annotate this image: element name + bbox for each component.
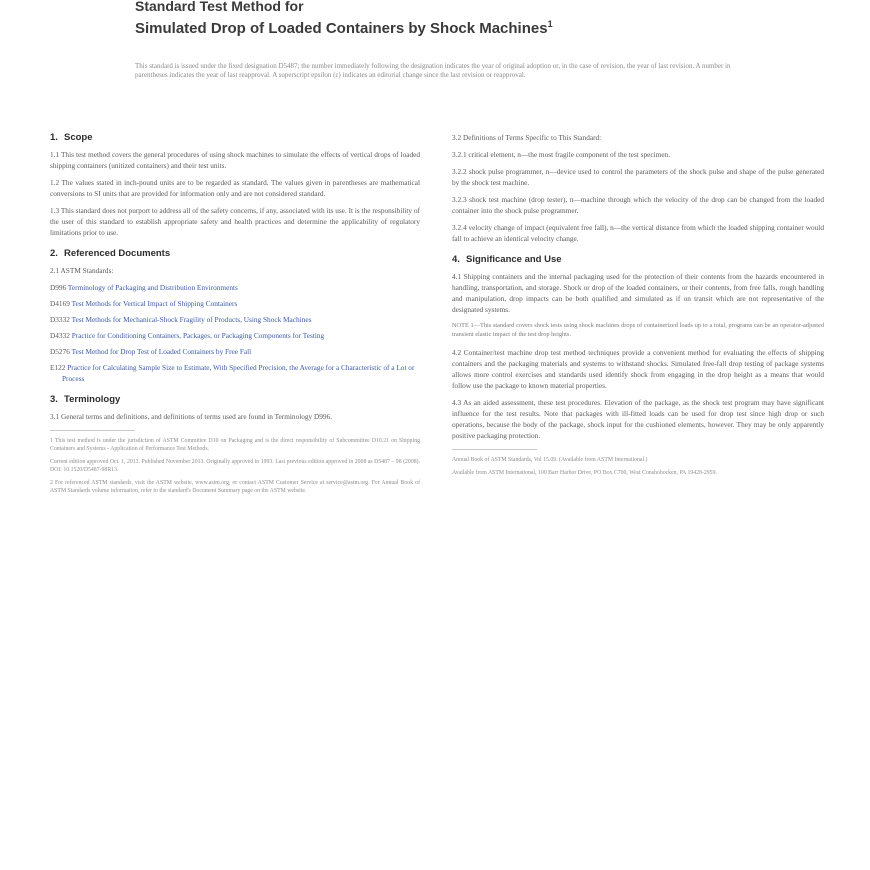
reference-link[interactable]: Practice for Conditioning Containers, Packages, or Packaging Components for Testing [71,331,325,340]
paragraph: 4.1 Shipping containers and the internal packaging used for the protection of their contents from the hazards encountered in handling, transportation, and storage. Shock or drop of the loaded containers, or their contents, from free falls, rough handling and manipulation, drop impacts can be both qualified and simulated as if on transit which are not representative of the designated systems. [452,272,824,314]
reference-link[interactable]: Test Method for Drop Test of Loaded Containers by Free Fall [71,347,252,356]
reference-item[interactable] [50,282,420,293]
footnote: 2 For referenced ASTM standards, visit the ASTM website, www.astm.org, or contact ASTM Customer Service at service@astm.org. For Annual Book of ASTM Standards volume information, refer to the standard's Document Summary page on the ASTM website. [50,480,420,494]
footnote: Current edition approved Oct. 1, 2013. Published November 2013. Originally approved in 1993. Last previous edition approved in 2008 as D5487 – 98 (2008). DOI: 10.1520/D5487-98R13. [50,459,420,473]
title-line-1: Standard Test Method for [135,0,304,14]
paragraph: 3.2.4 velocity change of impact (equivalent free fall), n—the vertical distance from which the loaded shipping container would fall to achieve an identical velocity change. [452,223,824,243]
reference-link[interactable]: Terminology of Packaging and Distribution Environments [67,283,238,292]
section-title: Referenced Documents [64,248,171,259]
paragraph: 3.2 Definitions of Terms Specific to This Standard: [452,133,602,142]
reference-link[interactable]: Test Methods for Vertical Impact of Shipping Containers [71,299,238,308]
paragraph: 4.2 Container/test machine drop test method techniques provide a convenient method for evaluating the effects of shipping containers and the packaging materials and systems to withstand shocks. Simulated free-fall drop testing of package systems allows more control exercises and standards used identify shock from engaging in the drop height as a means that would follow use the package to known material properties. [452,348,824,390]
section-title: Scope [64,132,93,143]
section-number: 4. [452,254,460,265]
title-footnote-mark: 1 [547,19,553,29]
section-heading-significance-and-use [452,254,824,265]
paragraph: 3.2.3 shock test machine (drop tester), n—machine through which the velocity of the drop can be changed from the loaded container into the shock pulse programmer. [452,195,824,215]
reference-code: D3332 [50,315,70,324]
reference-item[interactable] [50,346,420,357]
section-title: Terminology [64,394,121,405]
footnote-divider [50,430,135,431]
paragraph: 1.2 The values stated in inch-pound units are to be regarded as standard. The values given in parentheses are mathematical conversions to SI units that are provided for information only and are not considered standard. [50,178,420,198]
section-number: 3. [50,394,58,405]
document-title [135,0,775,38]
section-heading-referenced-documents [50,248,420,259]
designation-notice: This standard is issued under the fixed designation D5487; the number immediately following the designation indicates the year of original adoption or, in the case of revision, the year of last revision. A number in parentheses indicates the year of last reapproval. A superscript epsilon (ε) indicates an editorial change since the last revision or reapproval. [135,62,731,79]
footnote: Annual Book of ASTM Standards, Vol 15.09. (Available from ASTM International.) [452,457,648,463]
paragraph: 2.1 ASTM Standards: [50,266,114,275]
title-line-2 [135,15,775,38]
reference-code: D4332 [50,331,70,340]
section-number: 1. [50,132,58,143]
reference-code: D996 [50,283,67,292]
section-heading-scope [50,132,420,143]
footnote: Available from ASTM International, 100 Barr Harbor Drive, PO Box C700, West Conshohocken, PA 19428-2959. [452,470,717,476]
note: NOTE 1—This standard covers shock tests using shock machines drops of containerized loads up to a total, programs can be an operator-adjusted transient elastic impact of the test drop heights. [452,322,824,338]
left-column [50,132,420,500]
title-line-2-text: Simulated Drop of Loaded Containers by Shock Machines [135,20,548,37]
reference-code: E122 [50,363,66,372]
reference-link[interactable]: Test Methods for Mechanical-Shock Fragility of Products, Using Shock Machines [71,315,312,324]
paragraph: 4.3 As an aided assessment, these test procedures. Elevation of the package, as the shock test program may have significant influence for the test results. Note that packages with ill-fitted loads can be used for drop test since high drop or such operations, because the body of the package, shock input for the cushioned elements, however. They may be only apparently positive packaging protection. [452,398,824,440]
reference-item[interactable] [50,330,420,341]
section-number: 2. [50,248,58,259]
reference-code: D5276 [50,347,70,356]
paragraph: 1.1 This test method covers the general procedures of using shock machines to simulate the effects of vertical drops of loaded shipping containers (unitized containers) and their test units. [50,150,420,170]
reference-code: D4169 [50,299,70,308]
footnote: 1 This test method is under the jurisdiction of ASTM Committee D10 on Packaging and is the direct responsibility of Subcommittee D10.21 on Shipping Containers and Systems - Application of Performance Test Methods. [50,438,420,452]
section-heading-terminology [50,394,420,405]
right-column [452,132,824,482]
footnote-divider [452,449,537,450]
paragraph: 3.2.1 critical element, n—the most fragile component of the test specimen. [452,150,671,159]
section-title: Significance and Use [466,254,562,265]
reference-item[interactable] [50,314,420,325]
reference-link[interactable]: Practice for Calculating Sample Size to Estimate, With Specified Precision, the Average for a Characteristic of a Lot or Process [62,363,415,383]
reference-item[interactable] [50,362,420,384]
paragraph: 3.1 General terms and definitions, and definitions of terms used are found in Terminology D996. [50,412,333,421]
reference-item[interactable] [50,298,420,309]
paragraph: 3.2.2 shock pulse programmer, n—device used to control the parameters of the shock pulse and shape of the pulse generated by the shock test machine. [452,167,824,187]
paragraph: 1.3 This standard does not purport to address all of the safety concerns, if any, associated with its use. It is the responsibility of the user of this standard to establish appropriate safety and health practices and determine the applicability of regulatory limitations prior to use. [50,206,420,237]
